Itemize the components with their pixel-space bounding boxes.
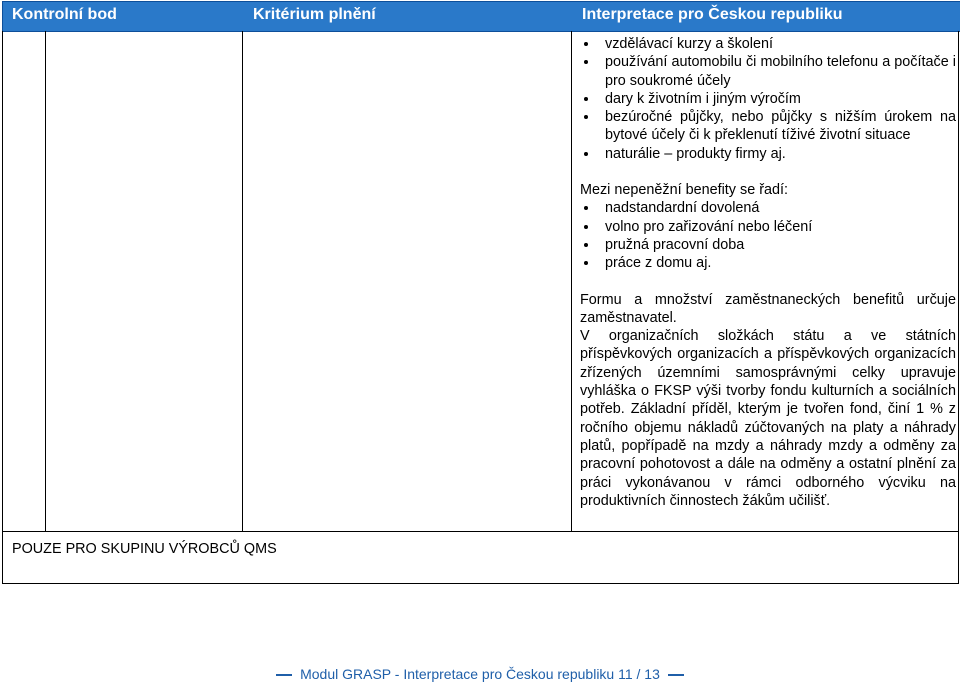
list-item: pružná pracovní doba	[580, 236, 956, 254]
paragraph-employer: Formu a množství zaměstnaneckých benefitů určuje zaměstnavatel.	[580, 291, 956, 326]
footer-dash-left	[276, 674, 292, 676]
table-header	[2, 1, 960, 32]
list-item: bezúročné půjčky, nebo půjčky s nižším úrokem na bytové účely či k překlenutí tíživé životní situace	[580, 108, 956, 145]
column-divider-3	[571, 31, 572, 531]
footer-text: Modul GRASP - Interpretace pro Českou republiku 11 / 13	[300, 666, 660, 682]
table-border-left	[2, 31, 3, 583]
header-interpretation: Interpretace pro Českou republiku	[582, 6, 843, 23]
table-border-right	[958, 31, 959, 583]
header-criterion: Kritérium plnění	[253, 6, 376, 23]
list-item: vzdělávací kurzy a školení	[580, 35, 956, 53]
column-divider-2	[242, 31, 243, 531]
list-item: volno pro zařizování nebo léčení	[580, 218, 956, 236]
column-divider-1	[45, 31, 46, 531]
footer-dash-right	[668, 674, 684, 676]
list-item: používání automobilu či mobilního telefonu a počítače i pro soukromé účely	[580, 53, 956, 90]
list-item: práce z domu aj.	[580, 254, 956, 272]
list-item: nadstandardní dovolená	[580, 199, 956, 217]
nonmonetary-list	[580, 199, 956, 272]
list-item: dary k životním i jiným výročím	[580, 90, 956, 108]
table-border-bottom	[2, 583, 959, 584]
page-footer	[0, 666, 960, 682]
list-item: naturálie – produkty firmy aj.	[580, 145, 956, 163]
nonmonetary-intro: Mezi nepeněžní benefity se řadí:	[580, 182, 788, 199]
interpretation-cell	[580, 35, 956, 510]
row-divider	[2, 531, 959, 532]
header-control-point: Kontrolní bod	[12, 6, 117, 23]
group-label: POUZE PRO SKUPINU VÝROBCŮ QMS	[12, 541, 277, 557]
benefits-list	[580, 35, 956, 163]
paragraph-fksp: V organizačních složkách státu a ve státních příspěvkových organizacích a příspěvkových organizacích zřízených územními samosprávnými celky upravuje vyhláška o FKSP výši tvorby fondu kulturních a sociálních potřeb. Základní příděl, kterým je tvořen fond, činí 1 % z ročního objemu nákladů zúčtovaných na platy a náhrady platů, popřípadě na mzdy a náhrady mzdy a odměny za pracovní pohotovost a dále na odměny a ostatní plnění za práci vykonávanou v rámci odborného výcviku na produktivních činnostech žákům učilišť.	[580, 328, 956, 509]
